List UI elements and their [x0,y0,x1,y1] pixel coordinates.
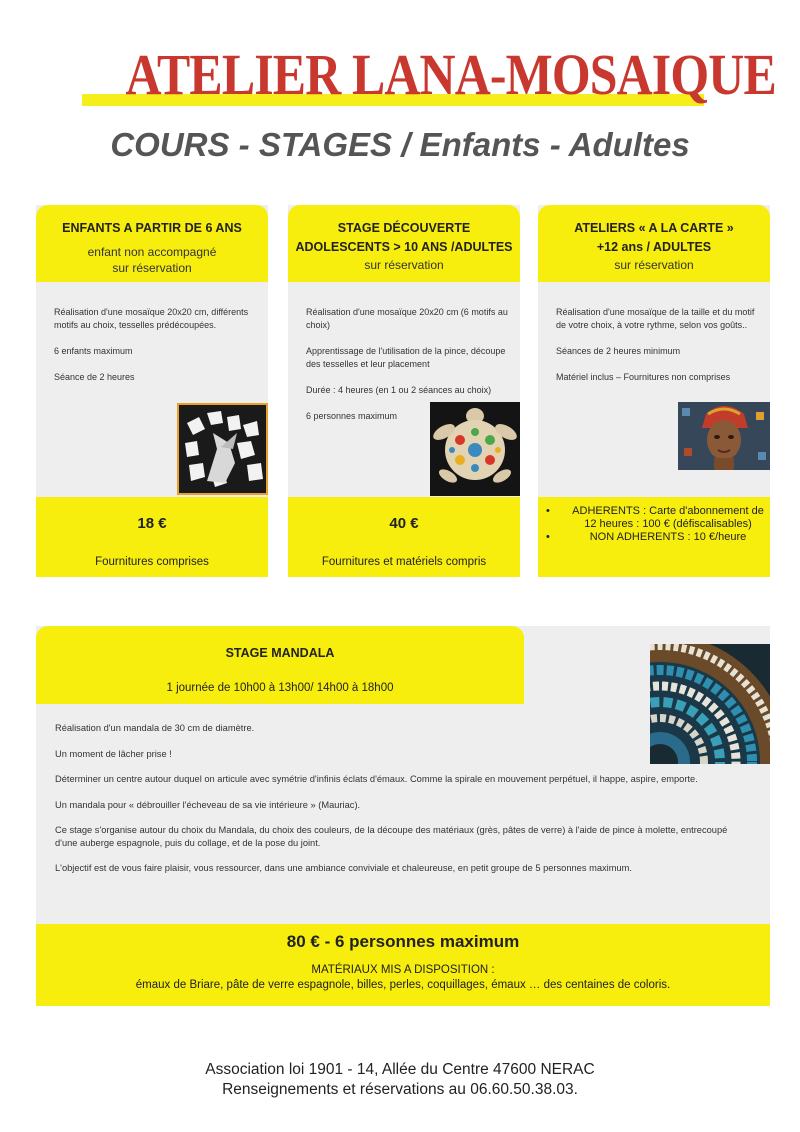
card-enfants [36,205,268,577]
detail-text: Séance de 2 heures [54,372,135,382]
price-band [36,497,268,577]
materials-list: émaux de Briare, pâte de verre espagnole, billes, perles, coquillages, émaux … des centaines de coloris. [135,979,671,991]
address-line: Association loi 1901 - 14, Allée du Centre 47600 NERAC [205,1061,595,1078]
detail-text: Durée : 4 heures (en 1 ou 2 séances au choix) [306,385,492,395]
pricing-item: • ADHERENTS : Carte d'abonnement de 12 heures : 100 € (défiscalisables) [546,505,764,531]
mandala-description [55,722,750,888]
card-stage-decouverte [288,205,520,577]
detail-text: Réalisation d'une mosaïque de la taille et du motif de votre choix, à votre rythme, selon vos goûts.. [556,307,755,330]
pricing-item: • NON ADHERENTS : 10 €/heure [546,531,764,544]
card-line: sur réservation [364,258,444,272]
mandala-price-band [36,924,770,1006]
card-header [538,205,770,282]
mandala-schedule: 1 journée de 10h00 à 13h00/ 14h00 à 18h00 [166,682,394,694]
card-ateliers-a-la-carte [538,205,770,577]
price-band [538,497,770,577]
detail-text: Apprentissage de l'utilisation de la pince, découpe des tesselles et leur placement [306,346,506,369]
card-heading: ATELIERS « A LA CARTE » [574,221,734,235]
mandala-heading: STAGE MANDALA [225,646,335,660]
card-heading: ENFANTS A PARTIR DE 6 ANS [62,221,242,235]
card-line: sur réservation [614,258,694,272]
paragraph: L'objectif est de vous faire plaisir, vous ressourcer, dans une ambiance conviviale et chaleureuse, en petit groupe de 5 personnes maximum. [55,863,632,873]
detail-text: Réalisation d'une mosaïque 20x20 cm (6 motifs au choix) [306,307,508,330]
mosaic-turtle-image [430,402,520,496]
paragraph: Un mandala pour « débrouiller l'écheveau de sa vie intérieure » (Mauriac). [55,799,361,810]
section-stage-mandala [36,626,770,1006]
card-line: sur réservation [112,261,192,275]
materials-title: MATÉRIAUX MIS A DISPOSITION : [311,964,495,976]
detail-text: Matériel inclus – Fournitures non comprises [556,372,731,382]
card-header [36,205,268,282]
detail-text: 6 personnes maximum [306,411,398,421]
mosaic-portrait-image [678,402,770,470]
card-details [54,306,256,397]
mandala-price: 80 € - 6 personnes maximum [286,932,520,951]
price-value: 40 € [389,515,419,532]
card-heading: +12 ans / ADULTES [596,240,712,254]
pricing-list [546,505,764,544]
paragraph: Un moment de lâcher prise ! [55,748,172,759]
page-subtitle: COURS - STAGES / Enfants - Adultes [110,126,690,163]
paragraph: Réalisation d'un mandala de 30 cm de diamètre. [55,723,255,733]
price-note: Fournitures comprises [95,556,209,568]
page-title [82,40,776,110]
title-text: ATELIER LANA-MOSAIQUE [125,42,776,107]
paragraph: Ce stage s'organise autour du choix du Mandala, du choix des couleurs, de la découpe des matériaux (grès, pâtes de verre) à l'aide de pince à molette, entrecoupé d'une auberge espagnole, puis du collage, et de la pose du joint. [55,825,728,848]
detail-text: Réalisation d'une mosaïque 20x20 cm, différents motifs au choix, tesselles prédécoupées. [54,307,249,330]
card-details [556,306,758,397]
detail-text: Séances de 2 heures minimum [556,346,681,356]
card-heading: ADOLESCENTS > 10 ANS /ADULTES [295,240,513,254]
card-heading: STAGE DÉCOUVERTE [337,221,471,235]
card-header [288,205,520,282]
contact-line: Renseignements et réservations au 06.60.50.38.03. [222,1081,578,1098]
detail-text: 6 enfants maximum [54,346,133,356]
price-note: Fournitures et matériels compris [321,556,487,568]
card-line: enfant non accompagné [87,245,217,259]
mandala-header [36,626,524,704]
mosaic-bird-image [177,403,268,495]
price-value: 18 € [137,515,167,532]
footer-address [0,1060,800,1100]
price-band [288,497,520,577]
paragraph: Déterminer un centre autour duquel on articule avec symétrie d'infinis éclats d'émaux. Comme la spirale en mouvement perpétuel, il happe, aspire, emporte. [55,774,698,784]
